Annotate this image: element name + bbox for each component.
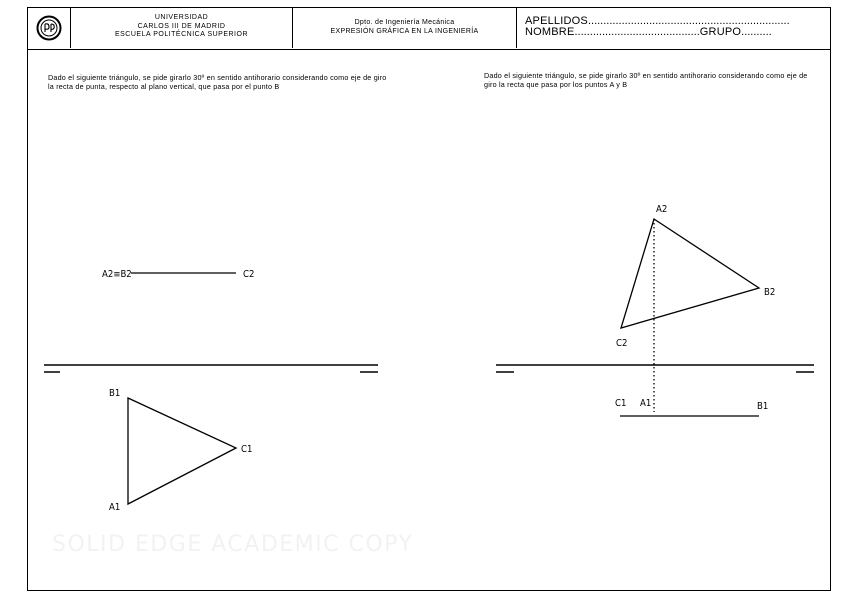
label-right-c1: C1 (615, 398, 627, 409)
right-exercise-prompt: Dado el siguiente triángulo, se pide girarlo 30º en sentido antihorario considerando como eje de giro la recta que pasa por los puntos A y B (484, 71, 808, 89)
university-line-1: UNIVERSIDAD (154, 14, 209, 21)
left-exercise-drawing (44, 273, 378, 504)
label-left-a1: A1 (109, 502, 121, 513)
surname-dots: .................................................................. (587, 16, 790, 27)
group-label: GRUPO (699, 27, 742, 38)
name-label: NOMBRE (525, 27, 575, 38)
left-plan-triangle (128, 398, 236, 504)
name-dots: ......................................... (574, 27, 700, 38)
label-left-b1: B1 (109, 388, 121, 399)
watermark: SOLID EDGE ACADEMIC COPY (52, 532, 414, 557)
right-exercise-labels (615, 204, 775, 412)
group-dots: .......... (741, 27, 772, 38)
department-line-2: EXPRESIÓN GRÁFICA EN LA INGENIERÍA (330, 27, 479, 35)
university-line-2: CARLOS III DE MADRID (137, 22, 226, 30)
label-right-b2: B2 (764, 287, 776, 298)
label-a2-b2: A2≡B2 (102, 269, 132, 280)
label-right-a1: A1 (640, 398, 652, 409)
left-exercise-labels (102, 269, 254, 513)
left-exercise-prompt: Dado el siguiente triángulo, se pide girarlo 30º en sentido antihorario considerando como eje de giro la recta de punta, respecto al plano vertical, que pasa por el punto B (48, 73, 387, 91)
department-line-1: Dpto. de Ingeniería Mecánica (354, 19, 455, 26)
label-left-c2: C2 (243, 269, 255, 280)
surname-label: APELLIDOS (525, 16, 588, 27)
label-right-a2: A2 (656, 204, 668, 215)
label-right-c2: C2 (616, 338, 628, 349)
label-right-b1: B1 (757, 401, 769, 412)
right-exercise-drawing (496, 219, 814, 416)
right-elevation-triangle (621, 219, 759, 328)
label-left-c1: C1 (241, 444, 253, 455)
university-line-3: ESCUELA POLITÉCNICA SUPERIOR (114, 31, 249, 38)
